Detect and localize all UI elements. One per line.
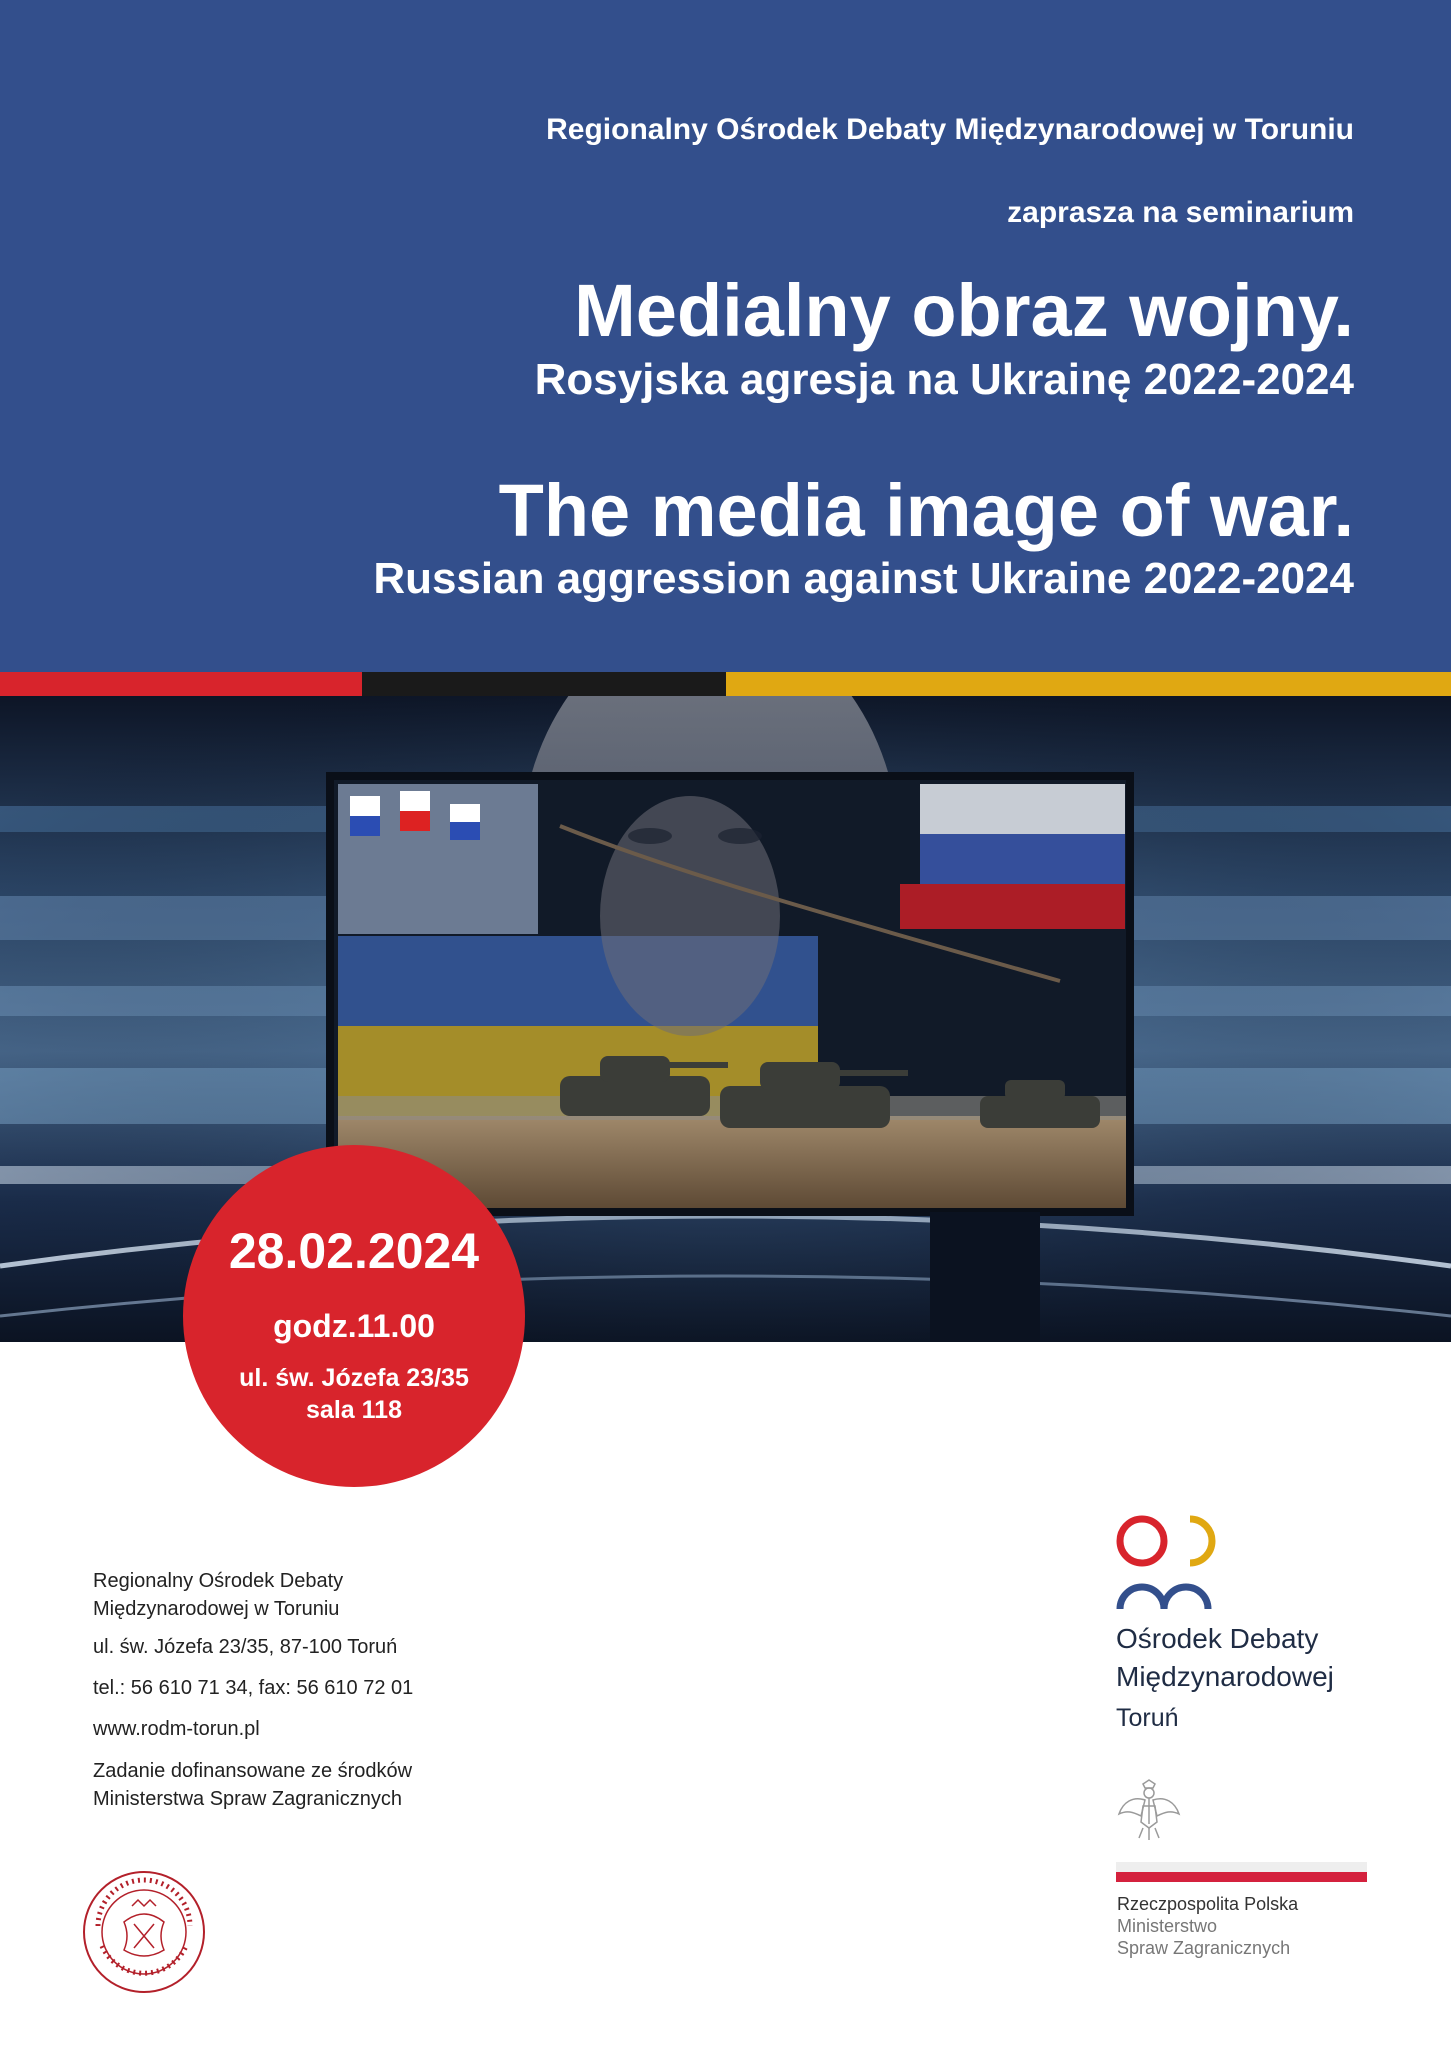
contact-phone: tel.: 56 610 71 34, fax: 56 610 72 01: [93, 1677, 414, 1699]
polish-eagle-icon: [1115, 1776, 1183, 1844]
contact-address: ul. św. Józefa 23/35, 87-100 Toruń: [93, 1636, 398, 1658]
title-english: The media image of war.: [498, 469, 1354, 552]
academy-seal-icon: [78, 1866, 210, 1998]
contact-org-line1: Regionalny Ośrodek Debaty: [93, 1570, 344, 1592]
event-address: ul. św. Józefa 23/35: [239, 1364, 469, 1392]
stripe-black: [362, 672, 726, 696]
stripe-red: [0, 672, 362, 696]
funding-line1: Zadanie dofinansowane ze środków: [93, 1760, 413, 1782]
ministry-line2: Ministerstwo: [1117, 1916, 1218, 1936]
event-room: sala 118: [306, 1396, 402, 1424]
event-date: 28.02.2024: [228, 1223, 480, 1279]
subtitle-polish: Rosyjska agresja na Ukrainę 2022-2024: [534, 355, 1354, 404]
polish-flag-red: [1116, 1872, 1367, 1882]
funding-note: [93, 1757, 412, 1813]
title-polish: Medialny obraz wojny.: [574, 269, 1354, 352]
polish-flag-white: [1116, 1862, 1367, 1872]
header-banner: [0, 0, 1451, 672]
organizer-name: Regionalny Ośrodek Debaty Międzynarodowej w Toruniu: [546, 113, 1354, 146]
event-time: godz.11.00: [273, 1308, 435, 1344]
odm-logo-icon: [1110, 1513, 1240, 1617]
color-stripes: [0, 672, 1451, 696]
ministry-line3: Spraw Zagranicznych: [1117, 1938, 1291, 1958]
stripe-gold: [726, 672, 1451, 696]
subtitle-english: Russian aggression against Ukraine 2022-2024: [373, 554, 1354, 603]
invite-text: zaprasza na seminarium: [1007, 196, 1354, 229]
event-details-circle: [183, 1145, 525, 1487]
ministry-line1: Rzeczpospolita Polska: [1117, 1894, 1299, 1914]
contact-org-line2: Międzynarodowej w Toruniu: [93, 1598, 340, 1620]
logo-text-line3: Toruń: [1116, 1704, 1179, 1732]
funding-line2: Ministerstwa Spraw Zagranicznych: [93, 1788, 402, 1810]
contact-organization: [93, 1567, 343, 1623]
contact-website[interactable]: www.rodm-torun.pl: [93, 1718, 260, 1740]
logo-text-line2: Międzynarodowej: [1116, 1661, 1334, 1692]
logo-text-line1: Ośrodek Debaty: [1116, 1623, 1319, 1654]
event-location: [183, 1362, 525, 1426]
